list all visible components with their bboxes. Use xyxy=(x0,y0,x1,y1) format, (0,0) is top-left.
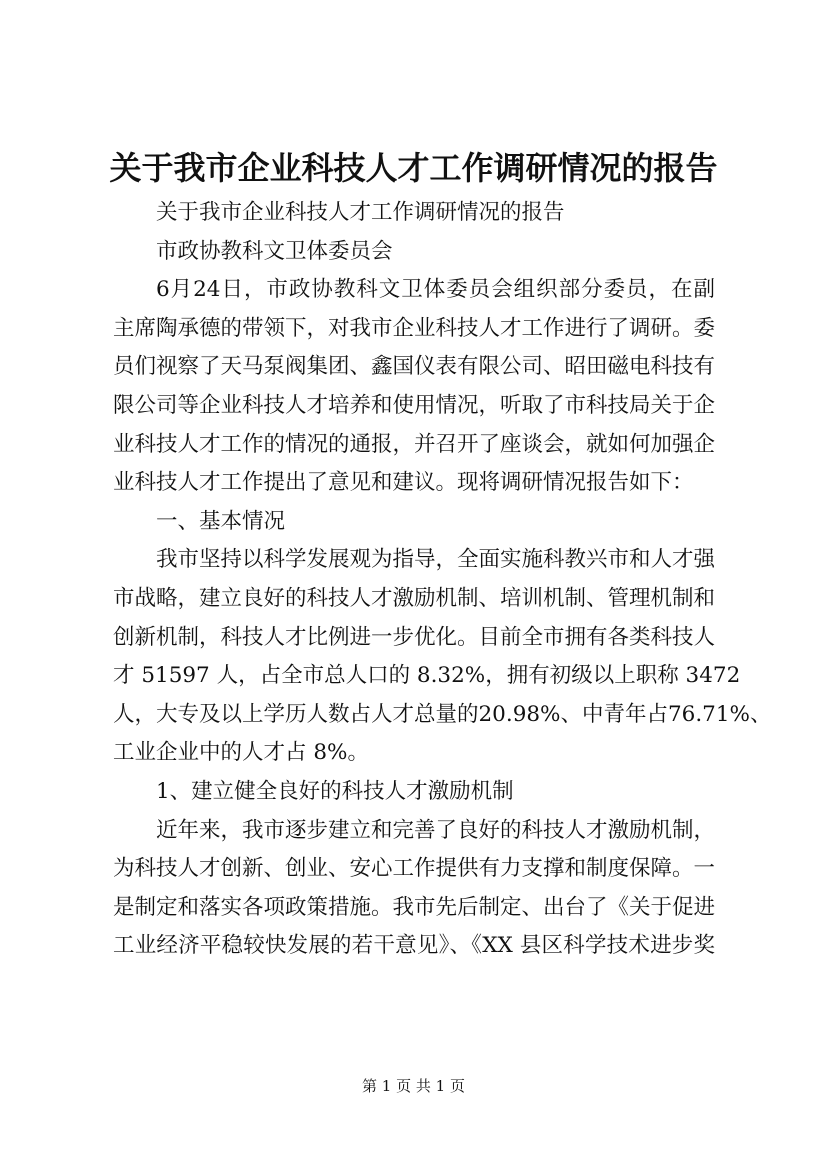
text-line: 创新机制，科技人才比例进一步优化。目前全市拥有各类科技人 xyxy=(113,624,716,650)
text-line: 业科技人才工作提出了意见和建议。现将调研情况报告如下： xyxy=(113,470,694,496)
text-line: 才 51597 人，占全市总人口的 8.32%，拥有初级以上职称 3472 xyxy=(113,663,741,689)
text-line: 一、基本情况 xyxy=(156,508,286,534)
text-line: 主席陶承德的带领下，对我市企业科技人才工作进行了调研。委 xyxy=(113,315,716,341)
text-line: 为科技人才创新、创业、安心工作提供有力支撑和制度保障。一 xyxy=(113,856,716,882)
text-line: 工业企业中的人才占 8%。 xyxy=(113,740,369,766)
text-line: 限公司等企业科技人才培养和使用情况，听取了市科技局关于企 xyxy=(113,392,716,418)
document-title: 关于我市企业科技人才工作调研情况的报告 xyxy=(109,149,718,187)
text-line: 近年来，我市逐步建立和完善了良好的科技人才激励机制， xyxy=(156,817,716,843)
text-line: 是制定和落实各项政策措施。我市先后制定、出台了《关于促进 xyxy=(113,894,716,920)
text-line: 业科技人才工作的情况的通报，并召开了座谈会，就如何加强企 xyxy=(113,431,716,457)
text-line: 1、建立健全良好的科技人才激励机制 xyxy=(156,778,514,804)
page-footer: 第 1 页 共 1 页 xyxy=(362,1077,465,1095)
text-line: 关于我市企业科技人才工作调研情况的报告 xyxy=(156,200,565,225)
text-line: 我市坚持以科学发展观为指导，全面实施科教兴市和人才强 xyxy=(156,547,716,573)
text-line: 市政协教科文卫体委员会 xyxy=(156,238,393,264)
text-line: 人，大专及以上学历人数占人才总量的20.98%、中青年占76.71%、 xyxy=(113,701,772,727)
text-line: 6月24日，市政协教科文卫体委员会组织部分委员，在副 xyxy=(156,277,715,303)
text-line: 市战略，建立良好的科技人才激励机制、培训机制、管理机制和 xyxy=(113,585,716,611)
document-body xyxy=(113,194,772,966)
text-line: 工业经济平稳较快发展的若干意见》、《XX 县区科学技术进步奖 xyxy=(113,933,715,959)
text-line: 员们视察了天马泵阀集团、鑫国仪表有限公司、昭田磁电科技有 xyxy=(113,354,716,380)
